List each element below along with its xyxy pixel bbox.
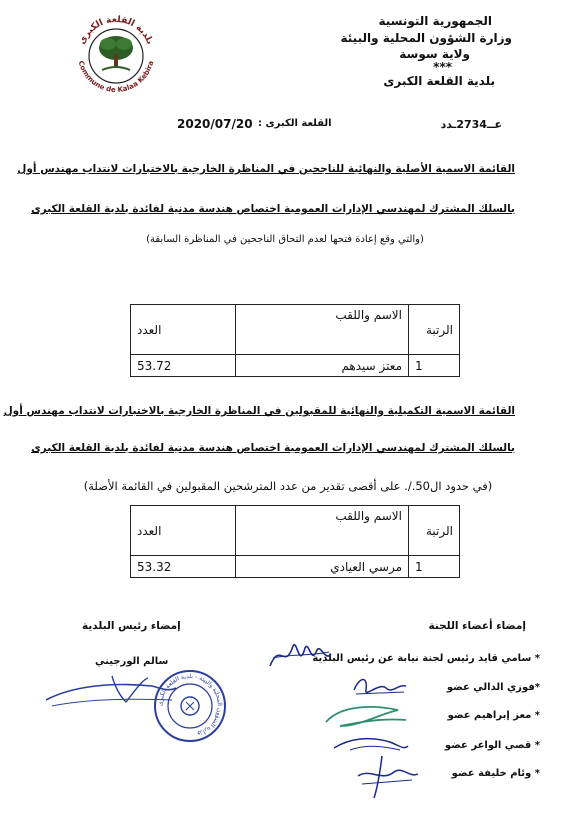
list1-row-score: 53.72 xyxy=(131,355,236,377)
committee-title: إمضاء أعضاء اللجنة xyxy=(428,620,526,632)
table-row xyxy=(131,556,460,578)
committee-member: * وئام خليفة عضو xyxy=(451,768,540,779)
committee-member: *فوزي الدالي عضو xyxy=(446,682,540,693)
signature-member-5 xyxy=(352,752,422,802)
list2-header-name: الاسم واللقب xyxy=(236,506,409,556)
list2-header-rank: الرتبة xyxy=(409,506,460,556)
list2-row-score: 53.32 xyxy=(131,556,236,578)
committee-member: * معز إبراهيم عضو xyxy=(447,710,540,721)
list2-title-line2: بالسلك المشترك لمهندسي الإدارات العمومية اختصاص هندسة مدنية لفائدة بلدية القلعة الكبرى xyxy=(31,442,515,454)
list2-note: (في حدود ال50./. على أقصى تقدير من عدد المترشحين المقبولين في القائمة الأصلة) xyxy=(83,479,493,493)
svg-text:وزارة الشؤون المحلية والبيئة -: وزارة الشؤون المحلية والبيئة - بلدية القلعة الكبرى xyxy=(156,672,224,738)
header-separator: *** xyxy=(433,60,452,74)
municipality-logo xyxy=(68,10,164,100)
signature-member-3 xyxy=(320,700,410,732)
reference-date: 2020/07/20 xyxy=(177,117,253,131)
list1-title-line2: بالسلك المشترك لمهندسي الإدارات العمومية اختصاص هندسة مدنية لفائدة بلدية القلعة الكبرى xyxy=(31,203,515,215)
list2-header-score: العدد xyxy=(131,506,236,556)
header-ministry: وزارة الشؤون المحلية والبيئة xyxy=(340,31,512,45)
official-stamp xyxy=(152,668,228,744)
header-country: الجمهورية التونسية xyxy=(378,14,492,28)
list2-row-name: مرسي العيادي xyxy=(236,556,409,578)
list2-row-rank: 1 xyxy=(409,556,460,578)
list1-row-rank: 1 xyxy=(409,355,460,377)
svg-text:بلدية القلعة الكبرى: بلدية القلعة الكبرى xyxy=(77,14,155,47)
list1-note: (والتي وقع إعادة فتحها لعدم التحاق الناجحين في المناظرة السابقة) xyxy=(146,234,424,245)
signature-president xyxy=(265,636,335,676)
list2-title-line1: القائمة الاسمية التكميلية والنهائية للمقبولين في المناظرة الخارجية بالاختبارات لانتداب مهندس أول xyxy=(3,405,515,417)
list1-header-rank: الرتبة xyxy=(409,305,460,355)
table-row xyxy=(131,355,460,377)
list1-header-score: العدد xyxy=(131,305,236,355)
reference-place: القلعة الكبرى : xyxy=(258,118,332,129)
list1-title-line1: القائمة الاسمية الأصلية والنهائية للناجحين في المناظرة الخارجية بالاختبارات لانتداب مهندس أول xyxy=(17,163,515,175)
list2-table xyxy=(130,505,460,578)
list1-table xyxy=(130,304,460,377)
svg-text:Commune de Kalaa Kebira: Commune de Kalaa Kebira xyxy=(76,59,156,95)
committee-member: * سامي قايد رئيس لجنة نيابة عن رئيس البلدية xyxy=(312,653,540,664)
header-municipality: بلدية القلعة الكبرى xyxy=(383,74,495,88)
list1-header-name: الاسم واللقب xyxy=(236,305,409,355)
committee-member: * قصي الواعر عضو xyxy=(444,740,540,751)
reference-number: عــ2734ـدد xyxy=(440,118,502,131)
header-governorate: ولاية سوسة xyxy=(399,47,470,61)
mayor-title: إمضاء رئيس البلدية xyxy=(82,620,181,632)
list1-row-name: معتز سيدهم xyxy=(236,355,409,377)
mayor-name: سالم الورجيني xyxy=(95,656,169,667)
signature-member-2 xyxy=(350,672,410,700)
